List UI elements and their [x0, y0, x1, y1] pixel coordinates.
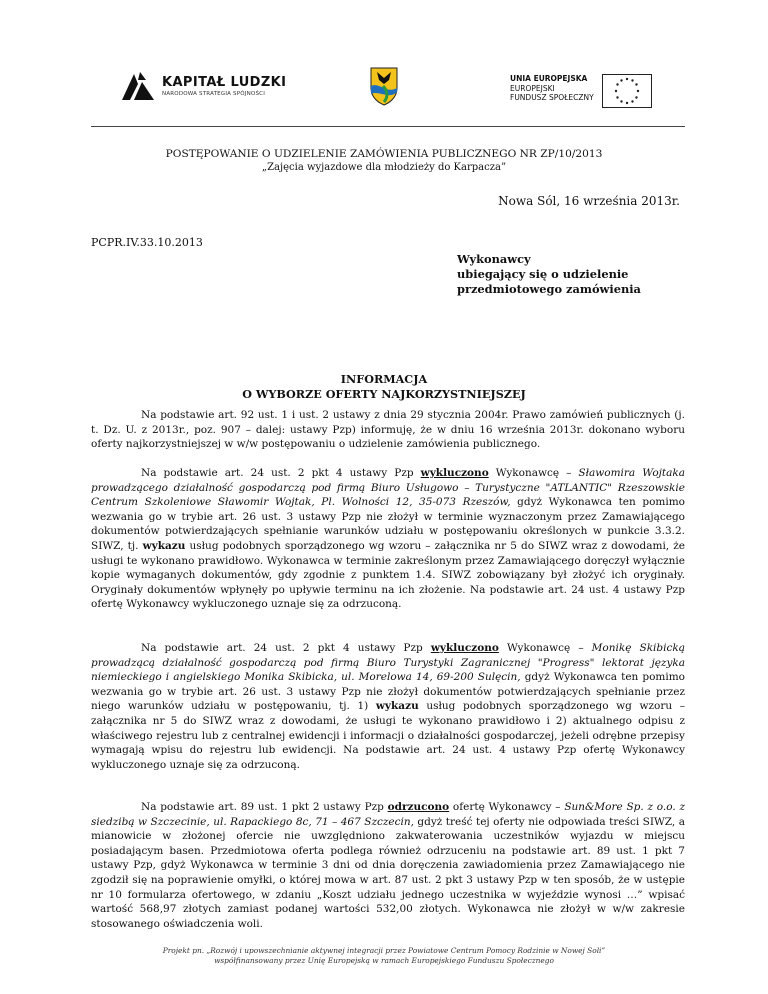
p3-contractor: Monikę Skibicką prowadzącą działalność gospodarczą pod firmą Biuro Turystyki Zagranicznej "Progress" lektorat języka niemieckiego i angielskiego Monika Skibicka, ul. Morelowa 14, 69-200 Sulęcin,	[91, 642, 685, 684]
addressee-line-1: Wykonawcy	[457, 252, 531, 266]
kapital-ludzki-icon	[120, 70, 156, 102]
document-date: Nowa Sól, 16 września 2013r.	[498, 194, 680, 208]
paragraph-selection	[91, 408, 685, 452]
document-title	[0, 372, 768, 402]
procedure-subject: „Zajęcia wyjazdowe dla młodzieży do Karpacza”	[261, 162, 507, 173]
paragraph-exclusion-2	[91, 641, 685, 772]
addressee-block	[457, 252, 641, 297]
p2-reason: gdyż Wykonawca ten pomimo wezwania go w trybie art. 26 ust. 3 ustawy Pzp nie złożył w terminie wyznaczonym przez Zamawiającego dokumentów potwierdzających spełnianie warunków udziału w postępowaniu określonych w punkcie 3.3.2. SIWZ, tj.	[91, 496, 685, 552]
p4-keyword: odrzucono	[387, 801, 450, 813]
eu-title: UNIA EUROPEJSKA	[510, 74, 588, 83]
kapital-ludzki-logo	[120, 70, 286, 102]
p2-intro: Na podstawie art. 24 ust. 2 pkt 4 ustawy Pzp	[141, 467, 421, 479]
p4-intro: Na podstawie art. 89 ust. 1 pkt 2 ustawy Pzp	[141, 801, 388, 813]
p3-intro: Na podstawie art. 24 ust. 2 pkt 4 ustawy Pzp	[141, 642, 431, 654]
paragraph-rejection	[91, 800, 685, 931]
p2-bold: wykazu	[142, 539, 186, 552]
eu-flag-icon	[602, 74, 652, 108]
paragraph-selection-text: Na podstawie art. 92 ust. 1 i ust. 2 ustawy z dnia 29 stycznia 2004r. Prawo zamówień publicznych (j. t. Dz. U. z 2013r., poz. 907 – dalej: ustawy Pzp) informuję, że w dniu 16 września 2013r. dokonano wyboru oferty najkorzystniejszej w w/w postępowaniu o udzielenie zamówienia publicznego.	[91, 409, 685, 451]
title-line-1: INFORMACJA	[340, 372, 428, 386]
procedure-heading: POSTĘPOWANIE O UDZIELENIE ZAMÓWIENIA PUBLICZNEGO NR ZP/10/2013	[165, 148, 603, 160]
title-line-2: O WYBORZE OFERTY NAJKORZYSTNIEJSZEJ	[242, 387, 526, 401]
p4-mid: ofertę Wykonawcy –	[449, 801, 565, 813]
p3-mid: Wykonawcę –	[498, 642, 592, 654]
project-footer	[0, 946, 768, 966]
paragraph-exclusion-1	[91, 466, 685, 612]
p2-keyword: wykluczono	[420, 467, 489, 479]
p4-contractor: Sun&More Sp. z o.o. z siedzibą w Szczecinie, ul. Rapackiego 8c, 71 – 467 Szczecin,	[91, 801, 685, 828]
kapital-ludzki-subtitle: NARODOWA STRATEGIA SPÓJNOŚCI	[162, 91, 266, 97]
p3-keyword: wykluczono	[430, 642, 499, 654]
eu-line3: FUNDUSZ SPOŁECZNY	[510, 93, 594, 102]
p3-bold: wykazu	[375, 700, 419, 713]
p2-contractor: Sławomira Wojtaka prowadzącego działalność gospodarczą pod firmą Biuro Usługowo – Turystyczne "ATLANTIC" Rzeszowskie Centrum Szkoleniowe Sławomir Wojtak, Pl. Wolności 12, 35-073 Rzeszów,	[91, 467, 685, 509]
regional-crest-logo	[369, 66, 399, 110]
addressee-line-3: przedmiotowego zamówienia	[457, 282, 641, 296]
eu-line2: EUROPEJSKI	[510, 83, 555, 93]
document-signature: PCPR.IV.33.10.2013	[91, 236, 203, 249]
p2-mid: Wykonawcę –	[488, 467, 579, 479]
crest-icon	[369, 66, 399, 106]
footer-line-1: Projekt pn. „Rozwój i upowszechnianie aktywnej integracji przez Powiatowe Centrum Pomocy Rodzinie w Nowej Soli”	[162, 946, 606, 955]
p4-rest: gdyż treść tej oferty nie odpowiada treści SIWZ, a mianowicie w złożonej ofercie nie uwzględniono zakwaterowania uczestników wyjazdu w miejscu posiadającym basen. Przedmiotowa oferta podlega również odrzuceniu na podstawie art. 89 ust. 1 pkt 7 ustawy Pzp, gdyż Wykonawca w terminie 3 dni od dnia doręczenia zawiadomienia przez Zamawiającego nie zgodził się na poprawienie omyłki, o której mowa w art. 87 ust. 2 pkt 3 ustawy Pzp w ten sposób, że w ustępie nr 10 formularza ofertowego, w zdaniu „Koszt udziału jednego uczestnika w wyjeździe wynosi …” wpisać wartość 568,97 złotych zamiast podanej wartości 532,00 złotych. Wykonawca nie złożył w w/w zakresie stosowanego oświadczenia woli.	[91, 815, 685, 930]
p2-rest: usług podobnych sporządzonego wg wzoru – załącznika nr 5 do SIWZ wraz z dowodami, że usługi te wykonano prawidłowo. Wykonawca w terminie zakreślonym przez Zamawiającego doręczył wyłącznie kopie wymaganych dokumentów, gdy zgodnie z punktem 1.4. SIWZ zobowiązany był złożyć ich oryginały. Oryginały dokumentów wpłynęły po upływie terminu na ich złożenie. Na podstawie art. 24 ust. 4 ustawy Pzp ofertę Wykonawcy wykluczonego uznaje się za odrzuconą.	[91, 539, 685, 611]
p3-reason: gdyż Wykonawca ten pomimo wezwania go w trybie art. 26 ust. 3 ustawy Pzp nie złożył dokumentów potwierdzających spełnianie przez niego warunków udziału w postępowaniu, tj. 1)	[91, 671, 686, 713]
header-divider	[91, 126, 685, 127]
addressee-line-2: ubiegający się o udzielenie	[457, 267, 629, 281]
kapital-ludzki-title: KAPITAŁ LUDZKI	[162, 75, 287, 90]
eu-logo	[510, 74, 652, 108]
footer-line-2: współfinansowany przez Unię Europejską w ramach Europejskiego Funduszu Społecznego	[214, 956, 554, 965]
p3-rest: usług podobnych sporządzonego wg wzoru – załącznika nr 5 do SIWZ wraz z dowodami, że usługi te wykonano prawidłowo i 2) aktualnego odpisu z właściwego rejestru lub z centralnej ewidencji i informacji o działalności gospodarczej, jeżeli odrębne przepisy wymagają wpisu do rejestru lub ewidencji. Na podstawie art. 24 ust. 4 ustawy Pzp ofertę Wykonawcy wykluczonego uznaje się za odrzuconą.	[91, 700, 685, 771]
